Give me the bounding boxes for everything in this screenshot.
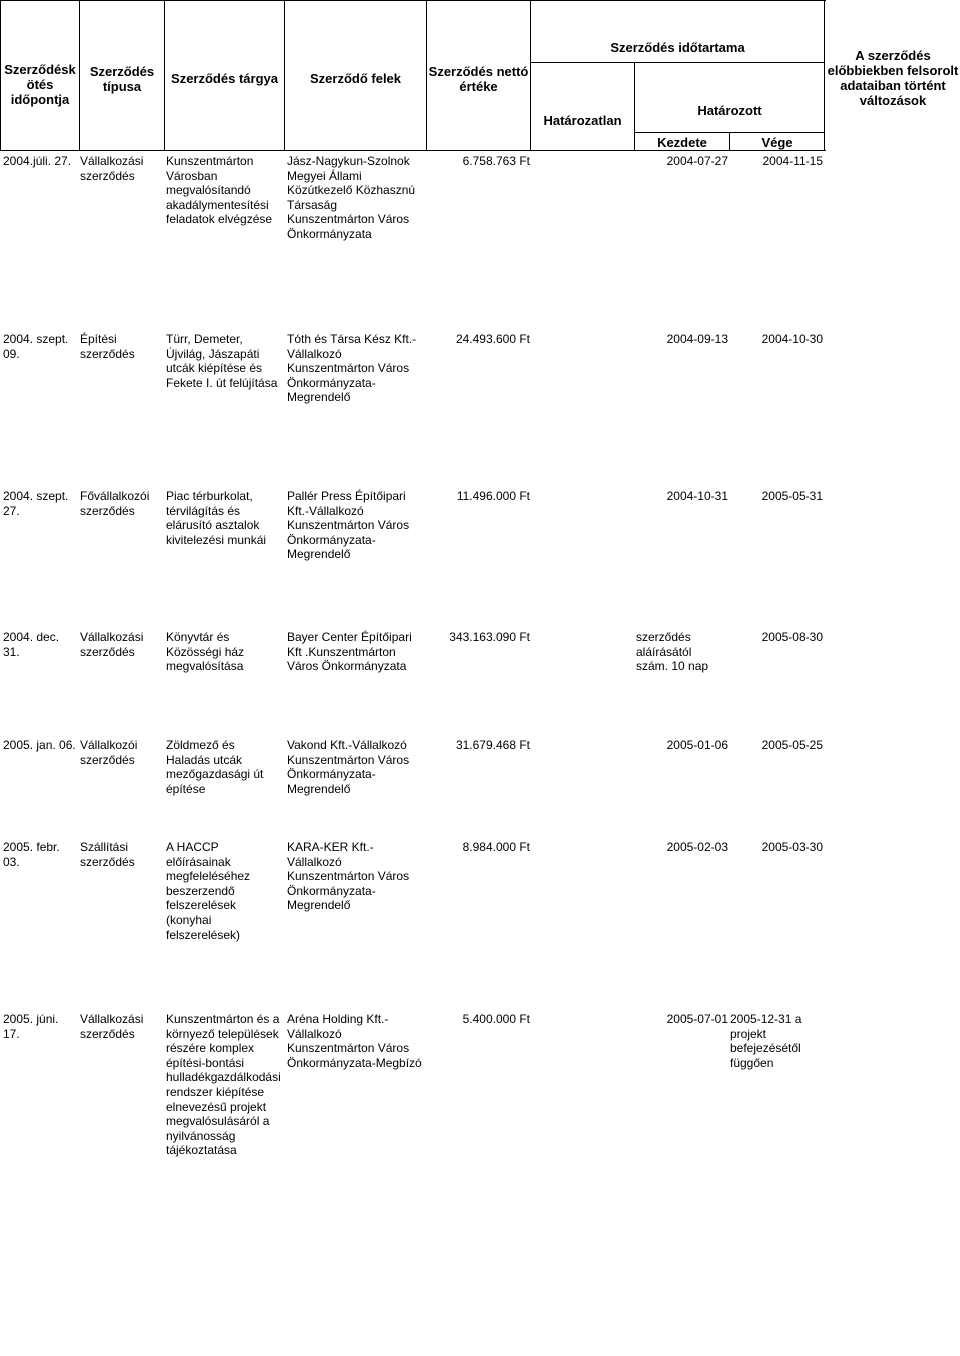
header-subject: Szerződés tárgya (171, 71, 278, 86)
header-date: Szerződésk ötés időpontja (4, 62, 76, 107)
row5-parties: Vakond Kft.-Vállalkozó Kunszentmárton Város Önkormányzata- Megrendelő (287, 738, 410, 796)
row4-end: 2005-08-30 (761, 630, 823, 644)
row7-parties: Aréna Holding Kft.- Vállalkozó Kunszentmárton Város Önkormányzata-Megbízó (287, 1012, 422, 1070)
row4-start: szerződés aláírásától szám. 10 nap (636, 630, 709, 674)
duration-row-divider (530, 62, 824, 63)
header-bottom-border (0, 150, 826, 151)
row2-parties: Tóth és Társa Kész Kft.- Vállalkozó Kunszentmárton Város Önkormányzata- Megrendelő (287, 332, 417, 405)
row3-end: 2005-05-31 (761, 489, 823, 503)
header-end: Vége (761, 135, 793, 150)
row3-parties: Pallér Press Építőipari Kft.-Vállalkozó Kunszentmárton Város Önkormányzata- Megrendelő (287, 489, 410, 562)
header-value: Szerződés nettó értéke (428, 64, 529, 94)
row1-subject: Kunszentmárton Városban megvalósítandó akadálymentesítési feladatok elvégzése (166, 154, 273, 227)
header-parties: Szerződő felek (309, 71, 402, 86)
row6-subject: A HACCP előírásainak megfeleléséhez beszerzendő felszerelések (konyhai felszerelések) (166, 840, 251, 942)
header-definite: Határozott (697, 103, 762, 118)
header-type: Szerződés típusa (89, 64, 155, 94)
row1-end: 2004-11-15 (762, 154, 823, 168)
header-indefinite: Határozatlan (543, 113, 622, 128)
row4-type: Vállalkozási szerződés (80, 630, 144, 659)
row2-date: 2004. szept. 09. (3, 332, 69, 361)
row6-date: 2005. febr. 03. (3, 840, 60, 869)
row6-end: 2005-03-30 (761, 840, 823, 854)
header-divider-duration (824, 0, 825, 151)
row4-value: 343.163.090 Ft (449, 630, 530, 644)
row7-type: Vállalkozási szerződés (80, 1012, 144, 1041)
row3-start: 2004-10-31 (666, 489, 728, 503)
row5-end: 2005-05-25 (761, 738, 823, 752)
row3-value: 11.496.000 Ft (456, 489, 530, 503)
row6-type: Szállítási szerződés (80, 840, 135, 869)
row2-subject: Türr, Demeter, Újvilág, Jászapáti utcák kiépítése és Fekete I. út felújítása (166, 332, 278, 390)
row3-subject: Piac térburkolat, térvilágítás és elárusító asztalok kivitelezési munkái (166, 489, 267, 547)
row3-date: 2004. szept. 27. (3, 489, 69, 518)
row4-date: 2004. dec. 31. (3, 630, 60, 659)
header-divider-value (530, 0, 531, 151)
row5-subject: Zöldmező és Haladás utcák mezőgazdasági út építése (166, 738, 264, 796)
header-start: Kezdete (657, 135, 707, 150)
row2-end: 2004-10-30 (761, 332, 823, 346)
row6-parties: KARA-KER Kft.- Vállalkozó Kunszentmárton Város Önkormányzata- Megrendelő (287, 840, 410, 913)
header-changes: A szerződés előbbiekben felsorolt adataiban történt változások (827, 48, 959, 108)
row5-type: Vállalkozói szerződés (80, 738, 138, 767)
row2-value: 24.493.600 Ft (455, 332, 530, 346)
row6-value: 8.984.000 Ft (462, 840, 530, 854)
header-duration: Szerződés időtartama (610, 40, 745, 55)
row2-type: Építési szerződés (80, 332, 135, 361)
row5-date: 2005. jan. 06. (3, 738, 76, 752)
row1-value: 6.758.763 Ft (462, 154, 530, 168)
row7-value: 5.400.000 Ft (462, 1012, 530, 1026)
row7-start: 2005-07-01 (666, 1012, 728, 1026)
table-top-border (0, 0, 826, 1)
row7-subject: Kunszentmárton és a környező települések részére komplex építési-bontási hulladékgazdálkodási rendszer kiépítése elnevezésű projekt megvalósulásáról a nyilvánosság tájékoztatása (166, 1012, 281, 1158)
row6-start: 2005-02-03 (666, 840, 728, 854)
row1-parties: Jász-Nagykun-Szolnok Megyei Állami Közútkezelő Közhasznú Társaság Kunszentmárton Város Önkormányzata (287, 154, 416, 241)
row7-end: 2005-12-31 a projekt befejezésétől függően (730, 1012, 802, 1070)
row1-start: 2004-07-27 (666, 154, 728, 168)
row1-date: 2004.júli. 27. (3, 154, 72, 168)
row5-start: 2005-01-06 (666, 738, 728, 752)
row2-start: 2004-09-13 (666, 332, 728, 346)
row4-parties: Bayer Center Építőipari Kft .Kunszentmárton Város Önkormányzata (287, 630, 412, 674)
row5-value: 31.679.468 Ft (455, 738, 530, 752)
row4-subject: Könyvtár és Közösségi ház megvalósítása (166, 630, 245, 674)
row7-date: 2005. júni. 17. (3, 1012, 59, 1041)
row3-type: Fővállalkozói szerződés (80, 489, 150, 518)
row1-type: Vállalkozási szerződés (80, 154, 144, 183)
